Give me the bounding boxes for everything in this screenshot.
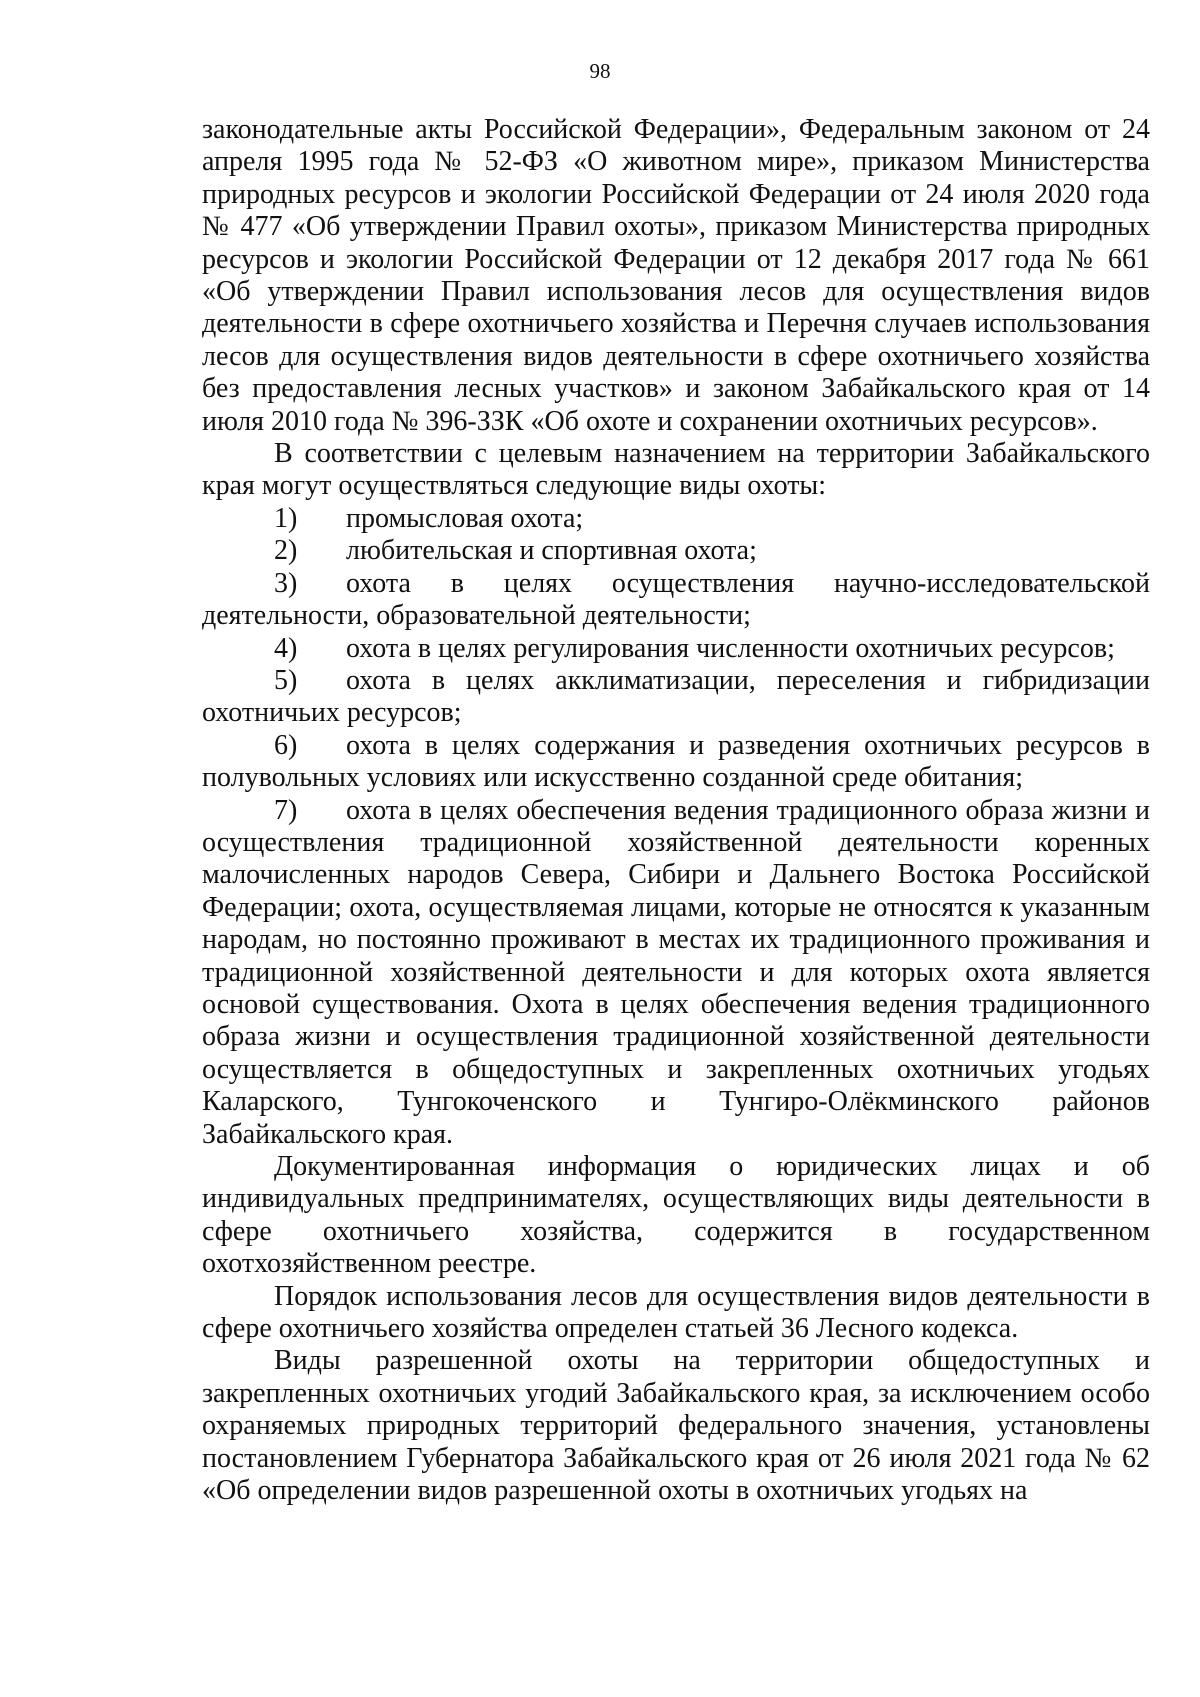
list-item-3 [202,568,1150,633]
list-item-number: 5) [274,664,298,696]
list-item-number: 4) [274,632,298,664]
list-item-number: 1) [274,502,298,534]
paragraph-legal-basis: законодательные акты Российской Федерации», Федеральным законом от 24 апреля 1995 года № 52-ФЗ «О животном мире», приказом Министерства природных ресурсов и экологии Российской Федерации от 24 июля 2020 года № 477 «Об утверждении Правил охоты», приказом Министерства природных ресурсов и экологии Российской Федерации от 12 декабря 2017 года № 661 «Об утверждении Правил использования лесов для осуществления видов деятельности в сфере охотничьего хозяйства и Перечня случаев использования лесов для осуществления видов деятельности в сфере охотничьего хозяйства без предоставления лесных участков» и законом Забайкальского края от 14 июля 2010 года № 396-ЗЗК «Об охоте и сохранении охотничьих ресурсов». [202,114,1150,437]
document-body [202,114,1150,1507]
list-item-6 [202,730,1150,795]
paragraph-permitted-hunting: Виды разрешенной охоты на территории общедоступных и закрепленных охотничьих угодий Забайкальского края, за исключением особо охраняемых природных территорий федерального значения, установлены постановлением Губернатора Забайкальского края от 26 июля 2021 года № 62 «Об определении видов разрешенной охоты в охотничьих угодьях на [202,1345,1150,1507]
list-item-number: 2) [274,535,298,567]
list-item-text: охота в целях обеспечения ведения традиционного образа жизни и осуществления традиционной хозяйственной деятельности коренных малочисленных народов Севера, Сибири и Дальнего Востока Российской Федерации; охота, осуществляемая лицами, которые не относятся к указанным народам, но постоянно проживают в местах их традиционного проживания и традиционной хозяйственной деятельности и для которых охота является основой существования. Охота в целях обеспечения ведения традиционного образа жизни и осуществления традиционной хозяйственной деятельности осуществляется в общедоступных и закрепленных охотничьих угодьях Каларского, Тунгокоченского и Тунгиро-Олёкминского районов Забайкальского края. [202,794,1150,1150]
list-item-text: любительская и спортивная охота; [346,535,757,567]
page-number: 98 [589,59,611,83]
list-item-text: охота в целях содержания и разведения охотничьих ресурсов в полувольных условиях или искусственно созданной среде обитания; [202,729,1150,794]
paragraph-forest-use: Порядок использования лесов для осуществления видов деятельности в сфере охотничьего хозяйства определен статьей 36 Лесного кодекса. [202,1280,1150,1345]
list-item-7 [202,795,1150,1151]
list-item-text: охота в целях регулирования численности охотничьих ресурсов; [346,632,1115,664]
paragraph-hunting-types-intro: В соответствии с целевым назначением на территории Забайкальского края могут осуществляться следующие виды охоты: [202,438,1150,502]
list-item-5 [202,665,1150,730]
paragraph-registry-info: Документированная информация о юридических лицах и об индивидуальных предпринимателях, осуществляющих виды деятельности в сфере охотничьего хозяйства, содержится в государственном охотхозяйственном реестре. [202,1151,1150,1280]
list-item-2 [202,535,1150,567]
list-item-4 [202,633,1150,665]
list-item-text: охота в целях осуществления научно-исследовательской деятельности, образовательной деятельности; [202,567,1150,632]
list-item-number: 3) [274,567,298,599]
list-item-1 [202,503,1150,535]
list-item-number: 6) [274,729,298,761]
list-item-number: 7) [274,794,298,826]
list-item-text: промысловая охота; [346,502,584,534]
list-item-text: охота в целях акклиматизации, переселения и гибридизации охотничьих ресурсов; [202,664,1150,729]
